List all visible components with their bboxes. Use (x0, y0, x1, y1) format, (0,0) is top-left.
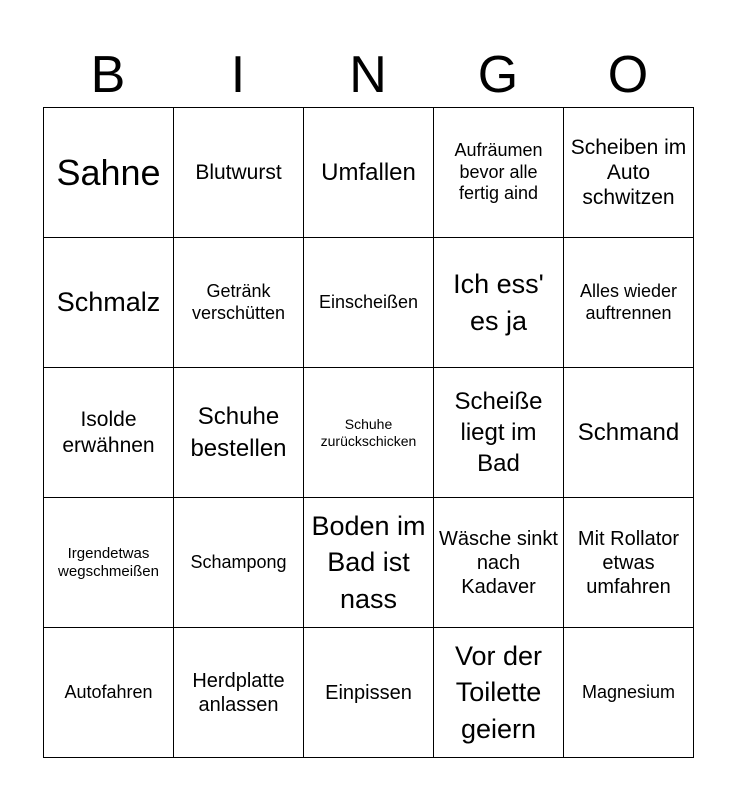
bingo-cell[interactable]: Boden im Bad ist nass (304, 498, 434, 628)
bingo-cell[interactable]: Isolde erwähnen (44, 368, 174, 498)
bingo-header (43, 44, 693, 106)
bingo-cell[interactable]: Schuhe zurückschicken (304, 368, 434, 498)
bingo-cell[interactable]: Sahne (44, 108, 174, 238)
bingo-cell[interactable]: Autofahren (44, 628, 174, 758)
header-letter-g: G (477, 46, 519, 104)
bingo-cell[interactable]: Scheiben im Auto schwitzen (564, 108, 694, 238)
bingo-cell[interactable]: Ich ess' es ja (434, 238, 564, 368)
bingo-board (43, 107, 694, 758)
bingo-cell[interactable]: Einpissen (304, 628, 434, 758)
bingo-cell[interactable]: Magnesium (564, 628, 694, 758)
board-row-1 (44, 108, 694, 238)
board-row-5 (44, 628, 694, 758)
bingo-cell[interactable]: Schuhe bestellen (174, 368, 304, 498)
bingo-cell[interactable]: Blutwurst (174, 108, 304, 238)
bingo-cell[interactable]: Schmand (564, 368, 694, 498)
bingo-cell[interactable]: Umfallen (304, 108, 434, 238)
header-letter-n: N (349, 46, 387, 104)
bingo-cell[interactable]: Aufräumen bevor alle fertig aind (434, 108, 564, 238)
bingo-cell[interactable]: Scheiße liegt im Bad (434, 368, 564, 498)
bingo-cell[interactable]: Herdplatte anlassen (174, 628, 304, 758)
bingo-cell[interactable]: Wäsche sinkt nach Kadaver (434, 498, 564, 628)
bingo-cell[interactable]: Einscheißen (304, 238, 434, 368)
bingo-cell[interactable]: Irgendetwas wegschmeißen (44, 498, 174, 628)
bingo-cell[interactable]: Schmalz (44, 238, 174, 368)
bingo-cell[interactable]: Alles wieder auftrennen (564, 238, 694, 368)
board-row-3 (44, 368, 694, 498)
header-letter-b: B (90, 46, 126, 104)
header-letter-o: O (607, 46, 649, 104)
bingo-cell[interactable]: Getränk verschütten (174, 238, 304, 368)
bingo-cell[interactable]: Mit Rollator etwas umfahren (564, 498, 694, 628)
board-row-2 (44, 238, 694, 368)
board-row-4 (44, 498, 694, 628)
bingo-cell[interactable]: Vor der Toilette geiern (434, 628, 564, 758)
bingo-cell[interactable]: Schampong (174, 498, 304, 628)
header-letter-i: I (230, 46, 246, 104)
